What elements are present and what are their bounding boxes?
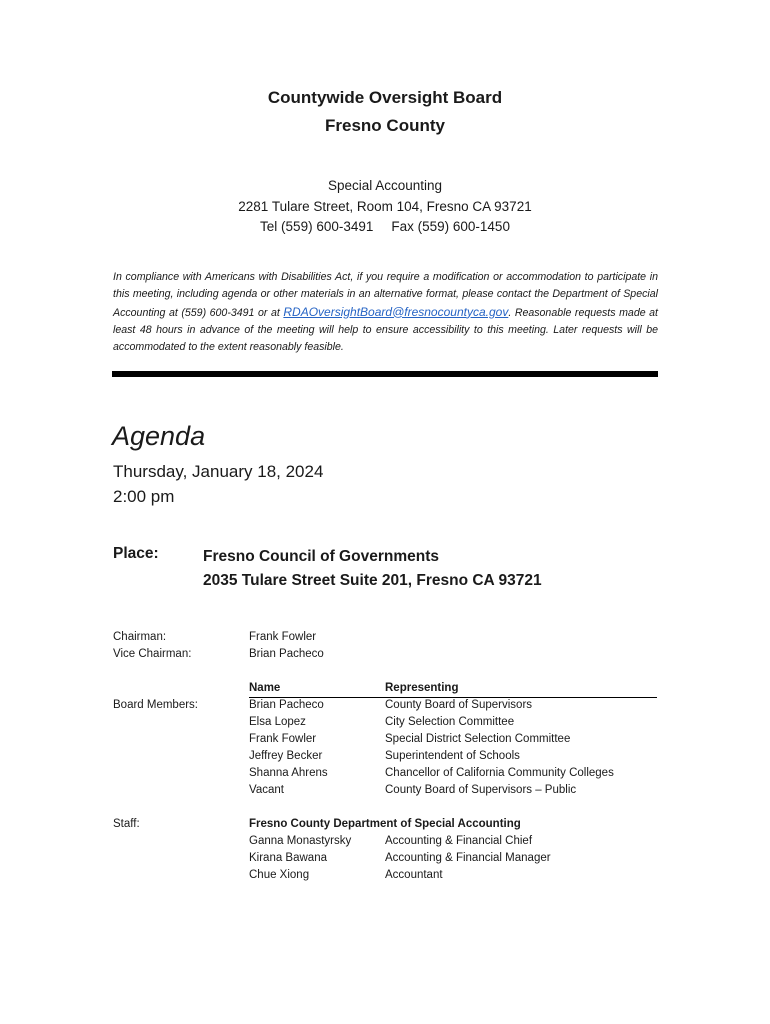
staff-titles [385, 833, 551, 884]
meeting-date: Thursday, January 18, 2024 [113, 462, 324, 481]
list-item: Accounting & Financial Chief [385, 835, 533, 847]
name-column-header: Name [249, 680, 385, 698]
list-item: Special District Selection Committee [385, 733, 571, 745]
list-item: County Board of Supervisors [385, 699, 533, 711]
office-address: 2281 Tulare Street, Room 104, Fresno CA 93721 [238, 198, 532, 214]
vice-chairman-name: Brian Pacheco [249, 648, 324, 660]
contact-info [0, 176, 770, 238]
board-members-label: Board Members: [113, 699, 199, 711]
title-line-1: Countywide Oversight Board [267, 88, 503, 107]
chairman-name: Frank Fowler [249, 631, 317, 643]
staff-label: Staff: [113, 818, 140, 830]
list-item: Kirana Bawana [249, 852, 327, 864]
board-member-representing [385, 697, 614, 799]
place-label: Place: [113, 545, 159, 562]
list-item: Shanna Ahrens [249, 767, 328, 779]
ada-text-before: In compliance with Americans with Disabilities Act, if you require a modification or accommodation to participate in this meeting, including agenda or other materials in an alternative format, please contact the Department of Special Accounting at (559) 600-3491 or at [113, 271, 658, 319]
section-divider [112, 371, 658, 377]
meeting-place [203, 545, 542, 593]
fax: Fax (559) 600-1450 [391, 219, 510, 234]
ada-text-after: . Reasonable requests made at least 48 hours in advance of the meeting will help to ensure accessibility to this meeting. Later requests will be accommodated to the extent reasonably feasible. [113, 306, 658, 354]
list-item: Vacant [249, 784, 284, 796]
telephone: Tel (559) 600-3491 [260, 219, 374, 234]
list-item: Chancellor of California Community Colleges [385, 767, 614, 779]
staff-department: Fresno County Department of Special Accounting [249, 818, 521, 830]
place-address: 2035 Tulare Street Suite 201, Fresno CA 93721 [203, 572, 542, 589]
chairman-label: Chairman: [113, 631, 167, 643]
representing-column-header: Representing [385, 680, 657, 698]
board-member-names [249, 697, 328, 799]
list-item: Brian Pacheco [249, 699, 324, 711]
ada-notice [113, 269, 658, 356]
agenda-heading: Agenda [112, 421, 206, 451]
list-item: County Board of Supervisors – Public [385, 784, 577, 796]
staff-names [249, 833, 351, 884]
meeting-datetime [113, 459, 323, 509]
list-item: Ganna Monastyrsky [249, 835, 352, 847]
list-item: Chue Xiong [249, 869, 310, 881]
department-name: Special Accounting [327, 178, 443, 193]
list-item: Frank Fowler [249, 733, 317, 745]
phone-fax-row [0, 217, 770, 238]
title-line-2: Fresno County [325, 116, 445, 135]
list-item: Elsa Lopez [249, 716, 306, 728]
list-item: City Selection Committee [385, 716, 515, 728]
list-item: Superintendent of Schools [385, 750, 520, 762]
email-link[interactable]: RDAOversightBoard@fresnocountyca.gov [283, 304, 509, 319]
board-title [0, 84, 770, 140]
vice-chairman-label: Vice Chairman: [113, 648, 192, 660]
place-name: Fresno Council of Governments [203, 548, 439, 565]
list-item: Accountant [385, 869, 443, 881]
meeting-time: 2:00 pm [113, 487, 175, 506]
list-item: Jeffrey Becker [249, 750, 323, 762]
list-item: Accounting & Financial Manager [385, 852, 551, 864]
